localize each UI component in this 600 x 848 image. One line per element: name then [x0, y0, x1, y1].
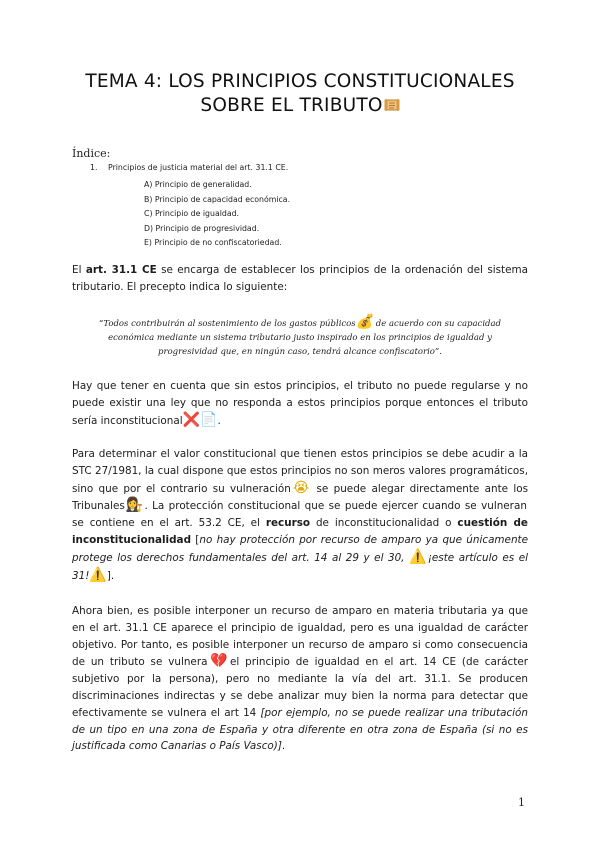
p3-part-3: . La protección constitucional que se puede ejercer cuando se vulneran se contiene en el art. 53.2 CE, el — [72, 500, 527, 530]
p4-end: . — [281, 740, 286, 753]
index-sublist — [144, 178, 290, 251]
title-line-2-text: SOBRE EL TRIBUTO — [200, 95, 383, 116]
index-subitem: A) Principio de generalidad. — [144, 180, 252, 189]
index-item-label: Principios de justicia material del art. 31.1 CE. — [108, 163, 289, 172]
p1-pre: El — [72, 264, 86, 276]
p1-bold: art. 31.1 CE — [85, 264, 157, 276]
index-item-number: 1. — [90, 163, 98, 172]
p2-text: Hay que tener en cuenta que sin estos principios, el tributo no puede regularse y no puede existir una ley que no responda a estos principios porque entonces el tributo sería inconstitucional — [72, 380, 528, 427]
paragraph-3 — [72, 446, 528, 584]
p3-part-2: se puede alegar directamente ante los Tribunales — [72, 482, 529, 513]
quote-part-1: “Todos contribuirán al sostenimiento de los gastos públicos — [99, 319, 356, 329]
paragraph-1 — [72, 262, 528, 296]
money-bag-icon: 💰 — [355, 314, 374, 330]
p4-italic: [por ejemplo, no se puede realizar una tributación de un tipo en una zona de España y otra diferente en otra zona de España (si no es justificada como Canarias o País Vasco)] — [72, 706, 528, 753]
document-icon: 📄 — [200, 411, 218, 428]
quote-part-2: de acuerdo con su capacidad económica mediante un sistema tributario justo inspirado en los principios de igualdad y progresividad que, en ningún caso, tendrá alcance confiscatorio”. — [108, 319, 501, 357]
index-item — [90, 163, 288, 172]
index-subitem: D) Principio de progresividad. — [144, 223, 260, 233]
paragraph-4 — [72, 603, 528, 755]
p3-bold-recurso: recurso — [265, 517, 311, 530]
warning-icon: ⚠️ — [409, 548, 428, 565]
index-subitem: C) Principio de igualdad. — [144, 209, 240, 218]
paragraph-2: Hay que tener en cuenta que sin estos principios, el tributo no puede regularse y no puede existir una ley que no responda a estos principios porque entonces el tributo sería inconstitucional❌📄. — [72, 380, 528, 428]
p3-part-6: ]. — [106, 569, 115, 582]
p1-post: se encarga de establecer los principios de la ordenación del sistema tributario. El precepto indica lo siguiente: — [72, 264, 528, 293]
p3-italic-1: no hay protección por recurso de amparo ya que únicamente protege los derechos fundamentales del art. 14 al 29 y el 30, — [72, 533, 529, 564]
broken-heart-icon: 💔 — [207, 653, 230, 670]
p3-italic-2: ¡este artículo es el 31! — [72, 551, 529, 582]
scroll-icon — [384, 98, 400, 112]
index-subitem: B) Principio de capacidad económica. — [144, 194, 291, 204]
p3-part-1: Para determinar el valor constitucional que tienen estos principios se debe acudir a la STC 27/1981, la cual dispone que estos principios no son meros valores programáticos, sino que por el contrario su vulneración — [72, 448, 528, 495]
warning-icon: ⚠️ — [89, 566, 107, 583]
title-line-2 — [40, 94, 560, 118]
cross-icon: ❌ — [182, 411, 201, 428]
judge-icon: 👩‍⚖️ — [124, 497, 145, 514]
p3-part-5: [ — [191, 533, 200, 546]
index-heading: Índice: — [72, 147, 111, 160]
document-title — [40, 70, 560, 118]
page-number: 1 — [518, 796, 525, 809]
p3-bold-cuestion: cuestión de inconstitucionalidad — [72, 517, 528, 546]
p3-part-4: de inconstitucionalidad o — [310, 517, 458, 530]
crying-face-icon: 😭 — [290, 479, 312, 496]
p4-part-1: Ahora bien, es posible interponer un recurso de amparo en materia tributaria ya que en el art. 31.1 CE aparece el principio de igualdad, pero es una igualdad de carácter objetivo. Por tanto, es posible interponer un recurso de amparo si como consecuencia de un tributo se vulnera — [72, 605, 528, 669]
title-line-1: TEMA 4: LOS PRINCIPIOS CONSTITUCIONALES — [85, 71, 515, 92]
constitution-quote — [88, 315, 512, 359]
index-subitem: E) Principio de no confiscatoriedad. — [144, 238, 282, 247]
p4-part-2: el principio de igualdad en el art. 14 CE (de carácter subjetivo por la persona), pero no mediante la vía del art. 31.1. Se producen discriminaciones indirectas y se debe analizar muy bien la norma para detectar que efectivamente se vulnera el art 14 — [72, 656, 528, 719]
